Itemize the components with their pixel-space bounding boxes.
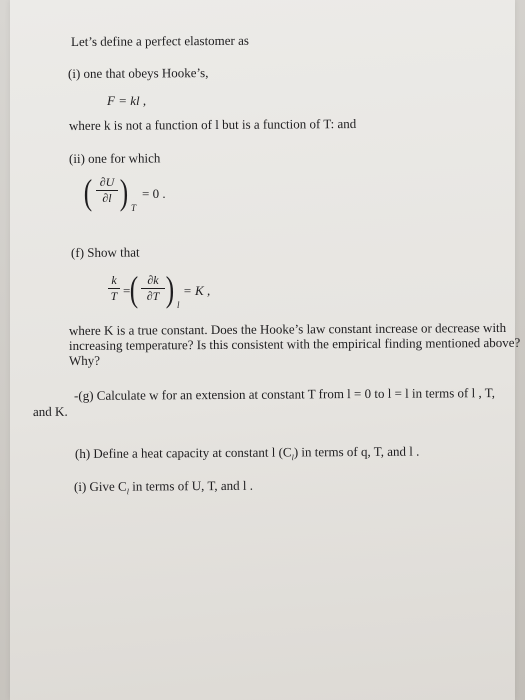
paper-sheet bbox=[10, 0, 521, 700]
part-g-line-1: -(g) Calculate w for an extension at constant T from l = 0 to l = l in terms of l , T, bbox=[73, 385, 495, 403]
part-g-line-2: and K. bbox=[32, 403, 68, 419]
intro-text: Let’s define a perfect elastomer as bbox=[70, 32, 249, 49]
part-i2-tail: in terms of U, T, and l . bbox=[128, 477, 254, 494]
part-h-head: (h) Define a heat capacity at constant l (C bbox=[74, 444, 292, 461]
part-h-tail: ) in terms of q, T, and l . bbox=[293, 443, 420, 460]
ratio-numerator: k bbox=[111, 273, 117, 287]
fraction-numerator: ∂U bbox=[99, 175, 115, 189]
where-K-line-1: where K is a true constant. Does the Hooke’s law constant increase or decrease with bbox=[68, 319, 507, 338]
fraction-numerator: ∂k bbox=[147, 273, 159, 287]
left-paren: ( bbox=[83, 172, 93, 212]
part-i-text: (i) one that obeys Hooke’s, bbox=[67, 65, 209, 81]
equation-rhs: = 0 . bbox=[142, 186, 166, 201]
ratio-fraction bbox=[108, 274, 120, 303]
part-i2-subscript: l bbox=[126, 487, 130, 497]
right-paren: ) bbox=[165, 269, 175, 309]
fraction-denominator: ∂T bbox=[146, 289, 160, 303]
equation-rhs: = K , bbox=[183, 283, 211, 298]
part-i2-head: (i) Give C bbox=[73, 478, 127, 494]
part-h-text bbox=[75, 444, 419, 467]
equals-sign: = bbox=[123, 283, 131, 298]
left-paren: ( bbox=[129, 269, 139, 309]
hooke-equation: F = kl , bbox=[107, 93, 147, 108]
constant-subscript: l bbox=[177, 300, 180, 310]
where-k-text: where k is not a function of l but is a function of T: and bbox=[68, 115, 357, 133]
ratio-denominator: T bbox=[110, 289, 118, 303]
where-K-line-3: Why? bbox=[68, 352, 101, 368]
right-paren: ) bbox=[119, 172, 129, 212]
derivative-fraction bbox=[96, 176, 118, 205]
part-f-text: (f) Show that bbox=[70, 244, 140, 260]
fraction-denominator: ∂l bbox=[102, 191, 112, 205]
part-h-subscript: l bbox=[291, 453, 294, 463]
part-i2-text bbox=[74, 478, 253, 500]
constant-subscript: T bbox=[131, 203, 137, 213]
derivative-fraction bbox=[141, 274, 165, 303]
part-ii-text: (ii) one for which bbox=[68, 150, 161, 166]
where-K-line-2: increasing temperature? Is this consistent with the empirical finding mentioned above? bbox=[68, 334, 521, 353]
